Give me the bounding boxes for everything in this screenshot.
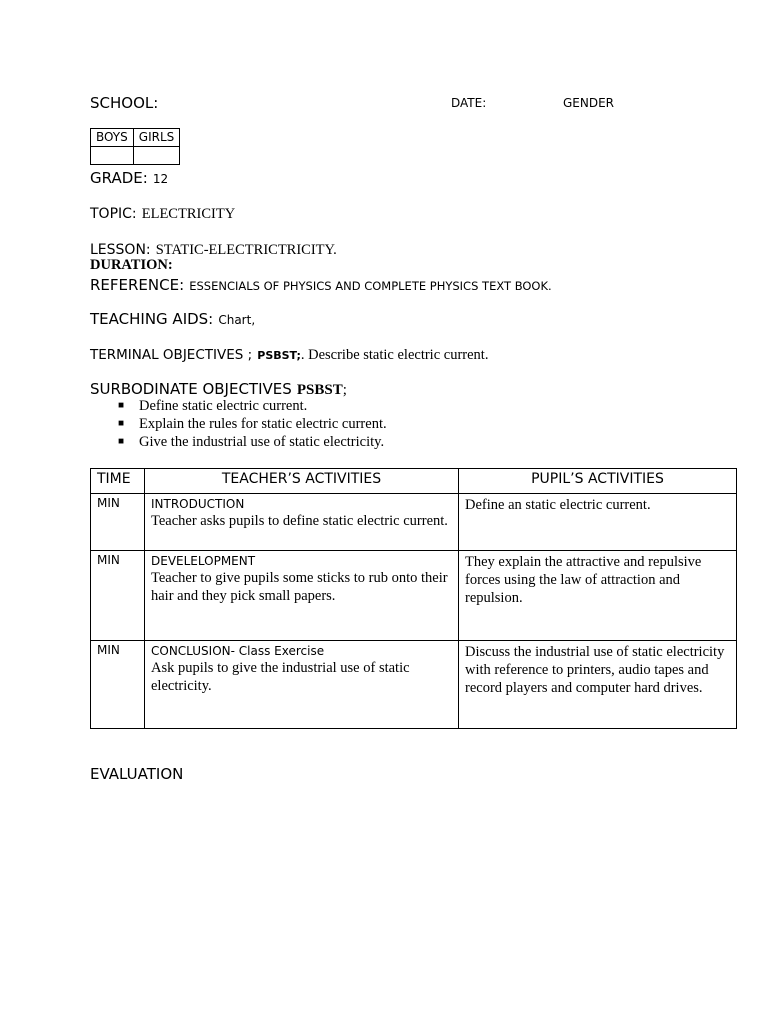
pupil-cell: They explain the attractive and repulsive forces using the law of attraction and repulsion. — [459, 551, 737, 641]
square-bullet-icon: ■ — [118, 418, 125, 429]
stage-heading: INTRODUCTION — [151, 497, 245, 511]
table-header-row — [91, 469, 737, 494]
lesson-line — [90, 239, 337, 259]
reference-line — [90, 275, 552, 294]
gender-table — [90, 128, 180, 165]
grade-value: 12 — [152, 172, 169, 186]
topic-line — [90, 203, 235, 223]
teacher-column-header: TEACHER’S ACTIVITIES — [145, 469, 459, 494]
objective-text: Give the industrial use of static electricity. — [139, 434, 385, 450]
pupil-cell: Define an static electric current. — [459, 494, 737, 551]
time-cell: MIN — [91, 641, 145, 729]
list-item — [118, 415, 387, 433]
time-cell: MIN — [91, 551, 145, 641]
pupil-cell: Discuss the industrial use of static electricity with reference to printers, audio tapes and record players and computer hard drives. — [459, 641, 737, 729]
terminal-objectives-line — [90, 344, 488, 364]
teacher-cell — [145, 551, 459, 641]
square-bullet-icon: ■ — [118, 436, 125, 447]
reference-value: ESSENCIALS OF PHYSICS AND COMPLETE PHYSICS TEXT BOOK. — [189, 279, 552, 293]
table-row — [91, 494, 737, 551]
teacher-cell — [145, 494, 459, 551]
time-cell: MIN — [91, 494, 145, 551]
boys-header: BOYS — [91, 129, 134, 147]
evaluation-label: EVALUATION — [90, 765, 184, 783]
subordinate-objectives-line — [90, 379, 347, 399]
pupil-column-header: PUPIL’S ACTIVITIES — [459, 469, 737, 494]
subordinate-suffix: ; — [342, 382, 347, 398]
list-item — [118, 433, 387, 451]
lesson-value: STATIC-ELECTRICTRICITY. — [155, 242, 337, 258]
objective-text: Explain the rules for static electric current. — [139, 416, 387, 432]
teacher-activity-text: Teacher asks pupils to define static electric current. — [151, 513, 448, 529]
subordinate-objectives-label: SURBODINATE OBJECTIVES — [90, 380, 292, 398]
date-label: DATE: — [451, 96, 487, 110]
topic-label: TOPIC: — [90, 206, 137, 222]
grade-line — [90, 168, 168, 187]
girls-header: GIRLS — [133, 129, 179, 147]
teacher-activity-text: Ask pupils to give the industrial use of static electricity. — [151, 660, 410, 694]
grade-label: GRADE: — [90, 169, 148, 187]
subordinate-code: PSBST — [296, 382, 343, 398]
girls-count-cell — [133, 147, 179, 165]
terminal-objective-text: . Describe static electric current. — [300, 347, 489, 363]
lesson-label: LESSON: — [90, 242, 151, 258]
teaching-aids-value: Chart, — [218, 313, 256, 327]
subordinate-objectives-list — [118, 397, 387, 451]
reference-label: REFERENCE: — [90, 276, 185, 294]
terminal-code: PSBST; — [257, 349, 301, 362]
stage-heading: CONCLUSION- Class Exercise — [151, 644, 325, 658]
objective-text: Define static electric current. — [139, 398, 308, 414]
topic-value: ELECTRICITY — [141, 206, 236, 222]
teaching-aids-label: TEACHING AIDS: — [90, 310, 214, 328]
duration-label: DURATION: — [90, 257, 173, 273]
teaching-aids-line — [90, 309, 255, 328]
school-label: SCHOOL: — [90, 94, 159, 112]
table-row — [91, 641, 737, 729]
time-column-header: TIME — [91, 469, 145, 494]
table-row — [91, 551, 737, 641]
list-item — [118, 397, 387, 415]
boys-count-cell — [91, 147, 134, 165]
teacher-activity-text: Teacher to give pupils some sticks to rub onto their hair and they pick small papers. — [151, 570, 448, 604]
terminal-objectives-label: TERMINAL OBJECTIVES ; — [90, 347, 253, 363]
activities-table — [90, 468, 737, 729]
square-bullet-icon: ■ — [118, 400, 125, 411]
teacher-cell — [145, 641, 459, 729]
gender-label: GENDER — [563, 96, 615, 110]
stage-heading: DEVELELOPMENT — [151, 554, 256, 568]
